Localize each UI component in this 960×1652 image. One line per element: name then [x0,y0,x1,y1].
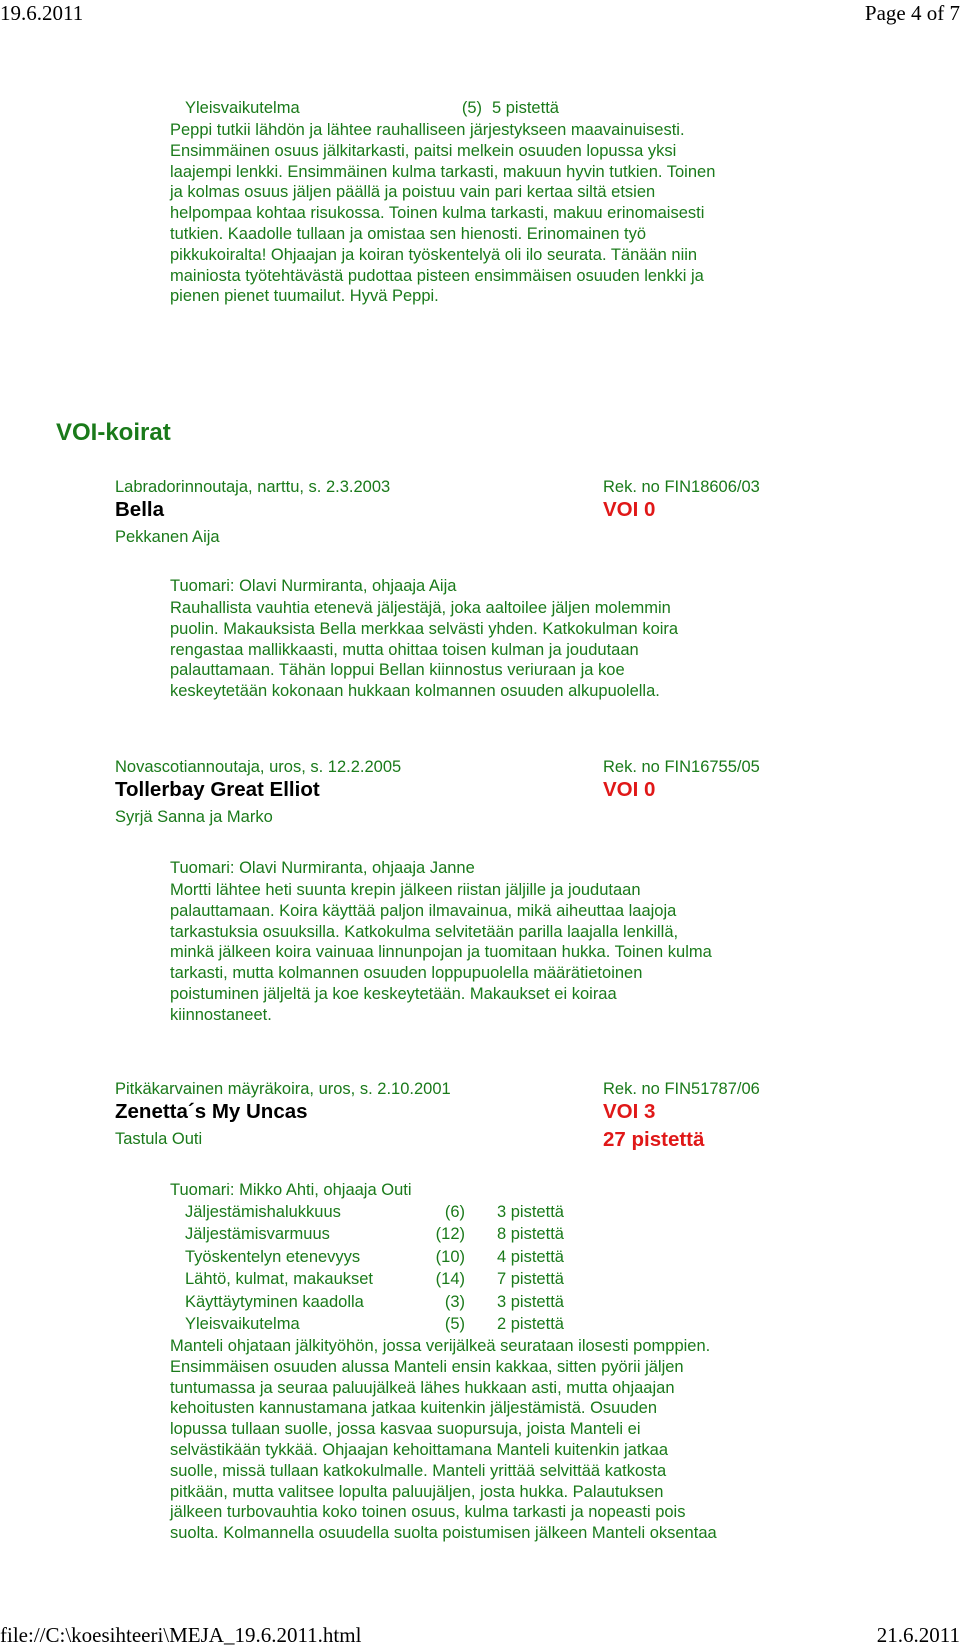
top-score-max: (5) [461,99,482,117]
score-row [185,1268,607,1290]
score-label: Työskentelyn etenevyys [185,1247,361,1266]
paragraph-line: tutkien. Kaadolle tullaan ja omistaa sen hienosti. Erinomainen työ [170,224,647,243]
top-paragraph [170,120,810,307]
dog-registration: Rek. no FIN16755/05 [603,758,760,776]
dog-registration: Rek. no FIN51787/06 [603,1080,760,1098]
score-points: 8 pistettä [497,1225,564,1244]
paragraph-line: helpompaa kohtaa risukossa. Toinen kulma tarkasti, makuu erinomaisesti [170,204,705,223]
score-label: Jäljestämishalukkuus [185,1203,341,1221]
score-label: Yleisvaikutelma [185,1315,300,1334]
paragraph-line: keskeytetään kokonaan hukkaan kolmannen osuuden alkupuolella. [170,682,660,701]
score-max: (6) [444,1203,465,1221]
paragraph-line: Mortti lähtee heti suunta krepin jälkeen riistan jäljille ja joudutaan [170,881,641,899]
score-max: (5) [444,1315,465,1334]
score-table [185,1201,607,1335]
paragraph-line: tuntumassa ja seuraa paluujälkeä lähes hukkaan asti, mutta ohjaajan [170,1378,675,1397]
dog-registration: Rek. no FIN18606/03 [603,478,760,496]
judge-line: Tuomari: Olavi Nurmiranta, ohjaaja Janne [170,859,475,877]
paragraph-line: rengastaa mallikkaasti, mutta ohittaa toisen kulman ja joudutaan [170,640,639,659]
dog-critique [170,1336,810,1544]
paragraph-line: palauttamaan. Tähän loppui Bellan kiinnostus veriuraan ja koe [170,661,625,680]
paragraph-line: Rauhallista vauhtia etenevä jäljestäjä, joka aaltoilee jäljen molemmin [170,599,671,617]
score-label: Käyttäytyminen kaadolla [185,1292,364,1311]
paragraph-line: Ensimmäisen osuuden alussa Manteli ensin kakkaa, sitten pyörii jäljen [170,1357,684,1376]
dog-name: Bella [115,498,164,521]
paragraph-line: pienen pienet tuumailut. Hyvä Peppi. [170,287,439,306]
paragraph-line: Peppi tutkii lähdön ja lähtee rauhalliseen järjestykseen maavainuisesti. [170,121,685,139]
paragraph-line: tarkastuksia osuuksilla. Katkokulma selvitetään parilla laajalla lenkillä, [170,922,679,941]
paragraph-line: ja kolmas osuus jäljen päällä ja poistuu vain pari kertaa siltä etsien [170,183,656,202]
score-max: (14) [435,1270,465,1289]
top-score-label: Yleisvaikutelma [185,99,300,117]
dog-breed: Novascotiannoutaja, uros, s. 12.2.2005 [115,758,402,776]
score-row [185,1291,607,1313]
header-page-number: Page 4 of 7 [864,1,960,25]
dog-result: VOI 0 [603,778,656,801]
dog-result: VOI 3 [603,1100,656,1123]
paragraph-line: selvästikään tykkää. Ohjaajan kehoittamana Manteli kuitenkin jatkaa [170,1440,669,1459]
score-points: 3 pistettä [497,1292,564,1311]
paragraph-line: kehoitusten kannustamana jatkaa kuitenkin jäljestämistä. Osuuden [170,1399,658,1418]
paragraph-line: mainiosta työtehtävästä pudottaa pisteen ensimmäisen osuuden lenkki ja [170,266,704,285]
paragraph-line: puolin. Makauksista Bella merkkaa selvästi yhden. Katkokulman koira [170,619,679,638]
dog-owner: Pekkanen Aija [115,528,220,546]
dog-breed: Pitkäkarvainen mäyräkoira, uros, s. 2.10.2001 [115,1080,451,1098]
paragraph-line: Manteli ohjataan jälkityöhön, jossa verijälkeä seurataan ilosesti pomppien. [170,1337,711,1355]
dog-name: Tollerbay Great Elliot [115,778,320,801]
paragraph-line: palauttamaan. Koira käyttää paljon ilmavainua, mikä aiheuttaa laajoja [170,901,677,920]
paragraph-line: Ensimmäinen osuus jälkitarkasti, paitsi melkein osuuden lopussa yksi [170,141,677,160]
score-label: Lähtö, kulmat, makaukset [185,1270,374,1289]
paragraph-line: suolta. Kolmannella osuudella suolta poistumisen jälkeen Manteli oksentaa [170,1524,717,1543]
dog-owner: Tastula Outi [115,1130,203,1148]
score-label: Jäljestämisvarmuus [185,1225,330,1244]
score-row [185,1313,607,1335]
dog-points-total: 27 pistettä [603,1128,705,1151]
section-heading: VOI-koirat [56,419,171,446]
score-points: 4 pistettä [497,1247,564,1266]
paragraph-line: laajempi lenkki. Ensimmäinen kulma tarkasti, makuun hyvin tutkien. Toinen [170,162,716,181]
top-score-points: 5 pistettä [492,99,559,117]
paragraph-line: jälkeen turbovauhtia koko toinen osuus, kulma tarkasti ja nopeasti pois [170,1503,686,1522]
score-points: 7 pistettä [497,1270,564,1289]
dog-result: VOI 0 [603,498,656,521]
footer-file-path: file://C:\koesihteeri\MEJA_19.6.2011.html [0,1623,362,1647]
header-date: 19.6.2011 [0,1,84,25]
paragraph-line: suolle, missä tullaan katkokulmalle. Manteli yrittää selvittää katkosta [170,1461,667,1480]
score-row [185,1201,607,1223]
paragraph-line: lopussa tullaan suolle, jossa kasvaa suopursuja, joista Manteli ei [170,1420,641,1439]
score-points: 2 pistettä [497,1315,564,1334]
score-row [185,1246,607,1268]
dog-critique [170,880,810,1026]
footer-date: 21.6.2011 [876,1623,960,1647]
score-max: (10) [435,1247,465,1266]
paragraph-line: poistuminen jäljeltä ja koe keskeytetään. Makaukset ei koiraa [170,984,617,1003]
judge-line: Tuomari: Mikko Ahti, ohjaaja Outi [170,1181,412,1199]
paragraph-line: pitkään, mutta valitsee lopulta paluujäljen, josta hukka. Palautuksen [170,1482,664,1501]
dog-critique [170,598,810,702]
dog-breed: Labradorinnoutaja, narttu, s. 2.3.2003 [115,478,391,496]
score-max: (12) [435,1225,465,1244]
paragraph-line: tarkasti, mutta kolmannen osuuden loppupuolella määrätietoinen [170,964,643,983]
score-max: (3) [444,1292,465,1311]
paragraph-line: kiinnostaneet. [170,1005,272,1024]
dog-name: Zenetta´s My Uncas [115,1100,308,1123]
paragraph-line: pikkukoiralta! Ohjaajan ja koiran työskentelyä oli ilo seurata. Tänään niin [170,245,698,264]
score-row [185,1223,607,1245]
dog-owner: Syrjä Sanna ja Marko [115,808,273,826]
paragraph-line: minkä jälkeen koira vainuaa linnunpojan ja tuomitaan hukka. Toinen kulma [170,943,712,962]
judge-line: Tuomari: Olavi Nurmiranta, ohjaaja Aija [170,577,457,595]
score-points: 3 pistettä [497,1203,564,1221]
